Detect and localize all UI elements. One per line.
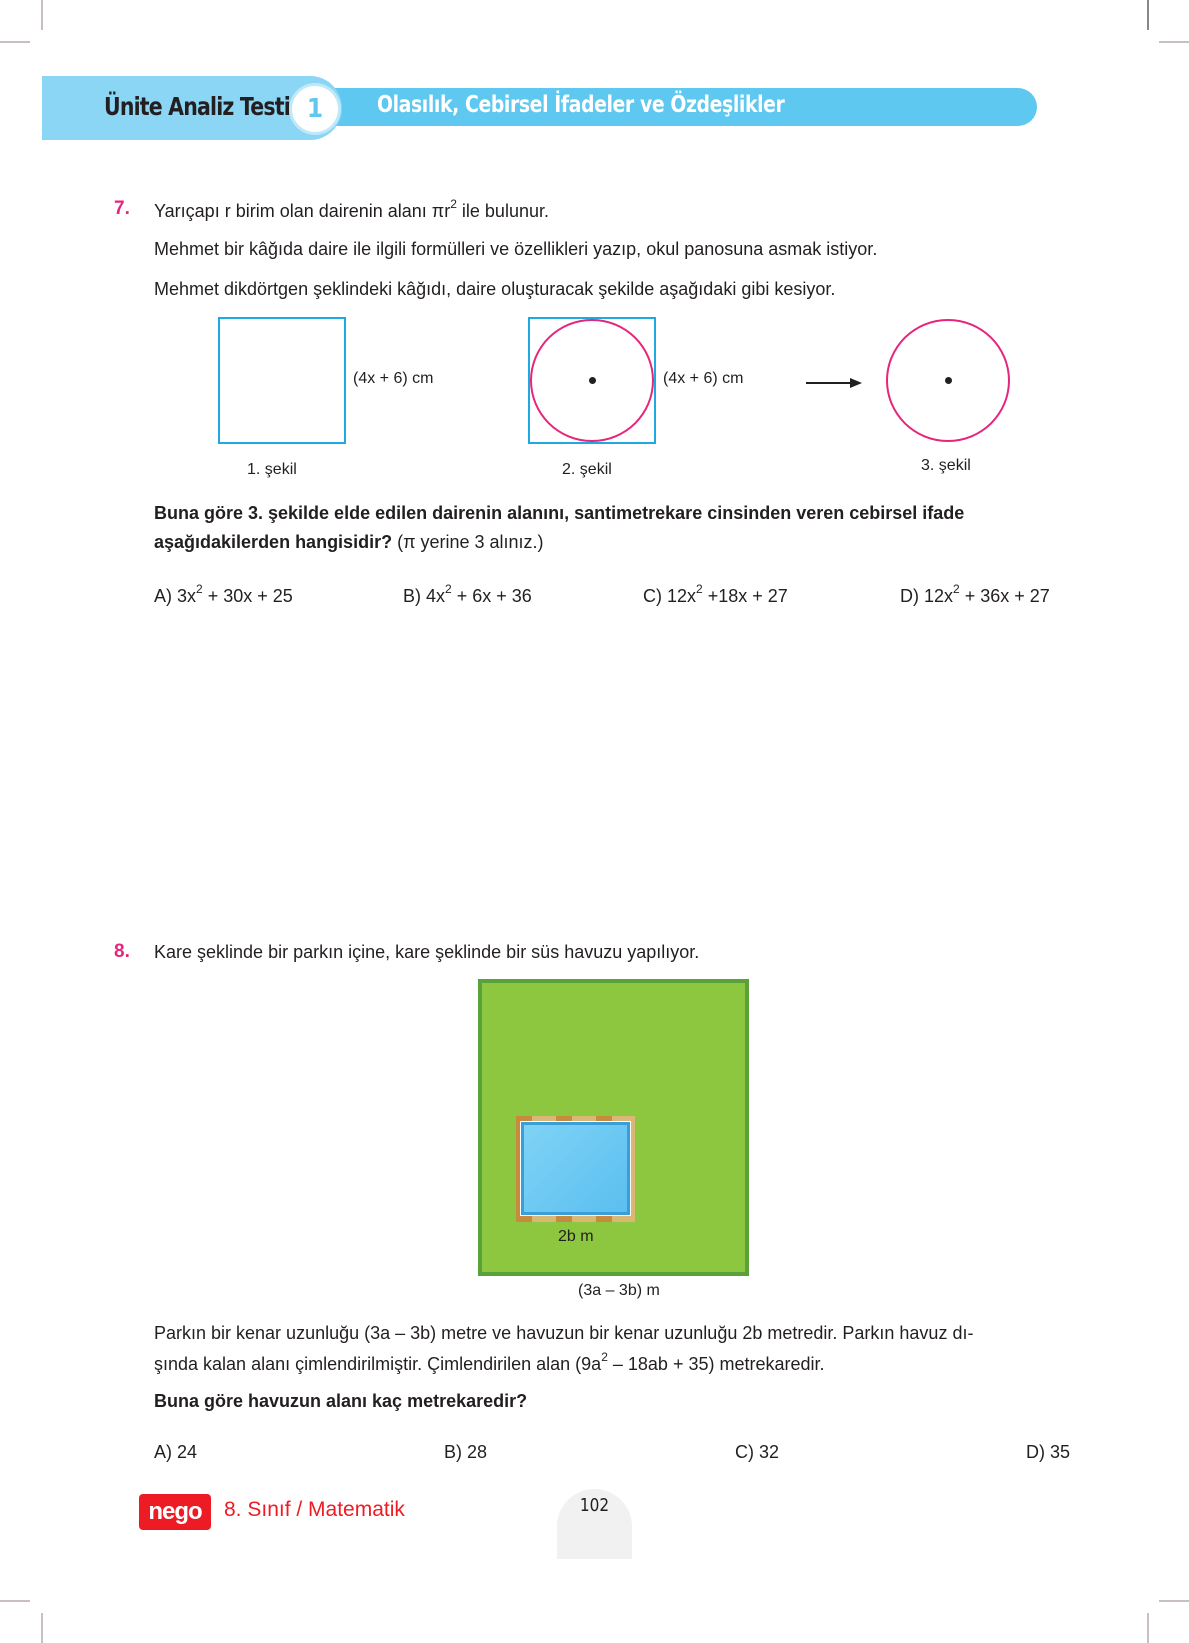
- superscript: 2: [445, 582, 452, 596]
- text: + 6x + 36: [451, 586, 532, 606]
- test-number-badge: 1: [292, 86, 338, 132]
- paragraph-line-1: Parkın bir kenar uzunluğu (3a – 3b) metre ve havuzun bir kenar uzunluğu 2b metredir. Parkın havuz dı-: [154, 1323, 974, 1343]
- figure-1-rectangle: [218, 317, 346, 444]
- option-c[interactable]: [643, 584, 788, 607]
- text: +18x + 27: [702, 586, 788, 606]
- figure-2-label: 2. şekil: [562, 461, 612, 478]
- text: Yarıçapı r birim olan dairenin alanı πr: [154, 201, 451, 221]
- crop-mark: [41, 0, 43, 30]
- crop-mark: [1147, 0, 1149, 30]
- question-line-1: [154, 199, 549, 222]
- figure-1-label: 1. şekil: [247, 461, 297, 478]
- figure-3-label: 3. şekil: [921, 457, 971, 474]
- option-a[interactable]: A) 24: [154, 1442, 198, 1462]
- question-line-2: Mehmet bir kâğıda daire ile ilgili formülleri ve özellikleri yazıp, okul panosuna asmak istiyor.: [154, 239, 878, 259]
- superscript: 2: [450, 197, 457, 211]
- text: B) 4x: [403, 586, 446, 606]
- crop-mark: [1159, 41, 1189, 43]
- question-prompt-line-1: Buna göre 3. şekilde elde edilen dairenin alanını, santimetrekare cinsinden veren cebirsel ifade: [154, 503, 965, 523]
- figure-2-dimension: (4x + 6) cm: [663, 370, 744, 387]
- superscript: 2: [953, 582, 960, 596]
- option-d[interactable]: [900, 584, 1050, 607]
- crop-mark: [0, 1600, 30, 1602]
- figure-1-dimension: (4x + 6) cm: [353, 370, 434, 387]
- crop-mark: [0, 41, 30, 43]
- question-prompt-line-2: [154, 532, 544, 553]
- crop-mark: [1159, 1600, 1189, 1602]
- pool-water: [521, 1122, 630, 1215]
- note: (π yerine 3 alınız.): [392, 532, 544, 552]
- crop-mark: [1147, 1613, 1149, 1643]
- question-line-3: Mehmet dikdörtgen şeklindeki kâğıdı, daire oluşturacak şekilde aşağıdaki gibi kesiyor.: [154, 279, 836, 299]
- option-b[interactable]: [403, 584, 532, 607]
- publisher-logo: nego: [139, 1494, 211, 1530]
- center-dot-icon: [589, 377, 596, 384]
- question-number: 7.: [114, 198, 130, 219]
- pool-dimension: 2b m: [558, 1228, 594, 1245]
- test-title: Ünite Analiz Testi: [104, 92, 290, 121]
- option-d[interactable]: D) 35: [1026, 1442, 1071, 1462]
- question-number: 8.: [114, 941, 130, 962]
- superscript: 2: [196, 582, 203, 596]
- park-dimension: (3a – 3b) m: [578, 1282, 660, 1299]
- option-b[interactable]: B) 28: [444, 1442, 488, 1462]
- unit-title: Olasılık, Cebirsel İfadeler ve Özdeşlikler: [377, 92, 785, 118]
- text: aşağıdakilerden hangisidir?: [154, 532, 393, 552]
- option-c[interactable]: C) 32: [735, 1442, 780, 1462]
- option-a[interactable]: [154, 584, 293, 607]
- superscript: 2: [601, 1350, 608, 1364]
- footer-label: 8. Sınıf / Matematik: [224, 1498, 405, 1521]
- text: + 36x + 27: [959, 586, 1050, 606]
- text: A) 3x: [154, 586, 197, 606]
- text: + 30x + 25: [202, 586, 293, 606]
- question-prompt: Buna göre havuzun alanı kaç metrekaredir?: [154, 1391, 528, 1411]
- page-number: 102: [579, 1495, 610, 1516]
- paragraph-line-2: [154, 1352, 825, 1375]
- question-intro: Kare şeklinde bir parkın içine, kare şeklinde bir süs havuzu yapılıyor.: [154, 942, 700, 962]
- center-dot-icon: [945, 377, 952, 384]
- text: ile bulunur.: [456, 201, 549, 221]
- arrow-right-icon: [806, 376, 862, 390]
- text: C) 12x: [643, 586, 697, 606]
- text: şında kalan alanı çimlendirilmiştir. Çimlendirilen alan (9a: [154, 1354, 602, 1374]
- superscript: 2: [696, 582, 703, 596]
- crop-mark: [41, 1613, 43, 1643]
- text: D) 12x: [900, 586, 954, 606]
- text: – 18ab + 35) metrekaredir.: [607, 1354, 825, 1374]
